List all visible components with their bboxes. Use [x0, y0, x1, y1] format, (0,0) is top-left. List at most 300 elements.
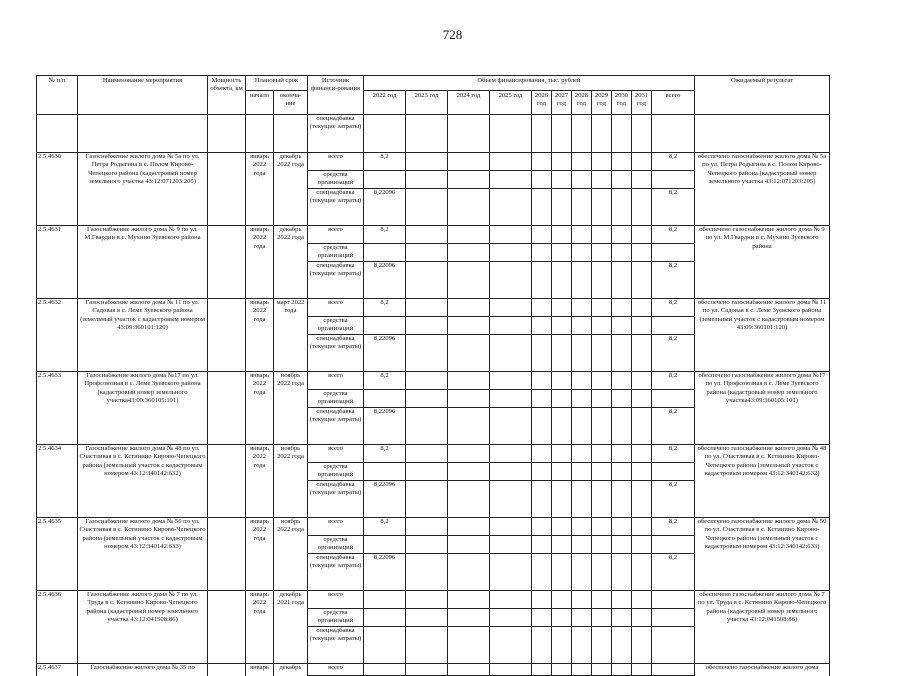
value-cell: 8,2 — [364, 372, 406, 390]
value-cell — [552, 171, 572, 189]
row-capacity — [208, 299, 246, 372]
source-cell: средства организаций — [308, 390, 364, 408]
row-number: 2.5.4637 — [37, 664, 78, 676]
value-cell — [490, 591, 532, 609]
value-cell — [552, 554, 572, 591]
value-cell: 8,2 — [364, 299, 406, 317]
sum-cell: 8,2 — [652, 226, 695, 244]
value-cell — [592, 372, 612, 390]
row-start: январь 2022 года — [246, 518, 274, 591]
value-cell — [448, 445, 490, 463]
value-cell — [406, 609, 448, 627]
sum-cell: 8,2 — [652, 372, 695, 390]
value-cell — [490, 262, 532, 299]
sum-cell — [652, 390, 695, 408]
header-year: 2024 год — [448, 91, 490, 115]
value-cell — [490, 463, 532, 481]
value-cell: 8,2 — [364, 153, 406, 171]
page-number: 728 — [442, 27, 463, 42]
value-cell — [532, 244, 552, 262]
value-cell — [612, 335, 632, 372]
value-cell — [552, 262, 572, 299]
header-start: начало — [246, 91, 274, 115]
value-cell — [552, 189, 572, 226]
row-name: Газоснабжение жилого дома № 7 по ул. Труда в с. Кстинино Кирово-Чепецкого района (кадастровый номер земельного участка 43:12:041508:86) — [78, 591, 208, 664]
value-cell — [490, 536, 532, 554]
value-cell — [406, 244, 448, 262]
value-cell — [572, 627, 592, 664]
value-cell — [592, 390, 612, 408]
row-number: 2.5.4632 — [37, 299, 78, 372]
header-period: Плановый срок — [246, 76, 308, 91]
source-cell: спецнадбавка (текущие затраты) — [308, 481, 364, 518]
value-cell — [552, 317, 572, 335]
row-end: декабрь 2022 года — [274, 153, 308, 226]
value-cell — [490, 335, 532, 372]
value-cell — [490, 609, 532, 627]
value-cell — [632, 554, 652, 591]
header-year: 2025 год — [490, 91, 532, 115]
table-row — [37, 591, 830, 609]
value-cell — [572, 372, 592, 390]
value-cell: 8,2 — [364, 226, 406, 244]
value-cell — [364, 390, 406, 408]
value-cell — [532, 372, 552, 390]
value-cell — [592, 481, 612, 518]
value-cell — [572, 189, 592, 226]
header-funding: Объем финансирования, тыс. рублей — [364, 76, 695, 91]
value-cell — [448, 262, 490, 299]
sum-cell: 8,2 — [652, 335, 695, 372]
value-cell — [406, 536, 448, 554]
row-number: 2.5.4636 — [37, 591, 78, 664]
value-cell — [490, 372, 532, 390]
value-cell — [552, 518, 572, 536]
value-cell — [552, 390, 572, 408]
header-year: 2030 год — [612, 91, 632, 115]
value-cell — [552, 408, 572, 445]
value-cell — [364, 536, 406, 554]
row-start: январь 2022 года — [246, 445, 274, 518]
value-cell — [532, 518, 552, 536]
value-cell — [532, 189, 552, 226]
value-cell — [572, 554, 592, 591]
value-cell — [632, 609, 652, 627]
value-cell — [406, 153, 448, 171]
source-cell: всего — [308, 445, 364, 463]
header-end: оконча-ние — [274, 91, 308, 115]
value-cell — [448, 408, 490, 445]
value-cell — [532, 554, 552, 591]
row-result: обеспечено газоснабжение жилого дома № 11 по ул. Садовая в с. Леме Зуевского района (земельный участок с кадастровым номером 43:09:360101:120) — [695, 299, 830, 372]
value-cell — [406, 299, 448, 317]
row-capacity — [208, 226, 246, 299]
value-cell — [532, 390, 552, 408]
value-cell — [572, 481, 592, 518]
source-cell: всего — [308, 226, 364, 244]
sum-cell: 8,2 — [652, 299, 695, 317]
value-cell — [632, 372, 652, 390]
source-cell: спецнадбавка (текущие затраты) — [308, 262, 364, 299]
row-result: обеспечено газоснабжение жилого дома № 48 по ул. Счастливая в с. Кстинино Кирово-Чепецкого района (земельный участок с кадастровым номером 43:12:340142:632) — [695, 445, 830, 518]
value-cell — [490, 153, 532, 171]
row-start: январь 2022 года — [246, 299, 274, 372]
table-row — [37, 445, 830, 463]
row-end: март 2022 года — [274, 299, 308, 372]
value-cell — [552, 627, 572, 664]
value-cell — [612, 317, 632, 335]
value-cell — [632, 189, 652, 226]
value-cell — [632, 481, 652, 518]
value-cell — [532, 481, 552, 518]
value-cell — [632, 664, 652, 676]
row-capacity — [208, 664, 246, 676]
source-cell: спецнадбавка (текущие затраты) — [308, 189, 364, 226]
table-body — [37, 115, 830, 676]
sum-cell: 8,2 — [652, 518, 695, 536]
value-cell — [552, 481, 572, 518]
value-cell — [612, 627, 632, 664]
sum-cell — [652, 627, 695, 664]
source-cell: спецнадбавка (текущие затраты) — [308, 115, 364, 153]
value-cell — [406, 317, 448, 335]
value-cell — [448, 664, 490, 676]
value-cell — [632, 299, 652, 317]
table-row — [37, 153, 830, 171]
value-cell — [532, 153, 552, 171]
row-result: обеспечено газоснабжение жилого дома № 5а по ул. Петра Родыгина в с. Полом Кирово-Чепецкого района (кадастровый номер земельного участка 43:12:071203:205) — [695, 153, 830, 226]
table-row — [37, 518, 830, 536]
sum-cell: 8,2 — [652, 408, 695, 445]
value-cell — [632, 445, 652, 463]
value-cell — [572, 518, 592, 536]
table-row — [37, 664, 830, 676]
value-cell — [592, 518, 612, 536]
value-cell — [448, 299, 490, 317]
value-cell — [406, 171, 448, 189]
value-cell — [532, 226, 552, 244]
value-cell — [572, 408, 592, 445]
value-cell — [406, 664, 448, 676]
value-cell — [612, 299, 632, 317]
value-cell — [632, 408, 652, 445]
value-cell — [572, 463, 592, 481]
header-capacity: Мощность объекта, км — [208, 76, 246, 115]
value-cell — [406, 262, 448, 299]
value-cell — [592, 262, 612, 299]
sum-cell — [652, 536, 695, 554]
value-cell — [364, 244, 406, 262]
value-cell — [552, 153, 572, 171]
sum-cell — [652, 609, 695, 627]
value-cell — [406, 518, 448, 536]
value-cell — [592, 244, 612, 262]
source-cell: средства организаций — [308, 463, 364, 481]
source-cell: средства организаций — [308, 171, 364, 189]
value-cell — [406, 408, 448, 445]
value-cell — [612, 262, 632, 299]
table-row — [37, 226, 830, 244]
value-cell — [592, 335, 612, 372]
source-cell: средства организаций — [308, 536, 364, 554]
source-cell: средства организаций — [308, 317, 364, 335]
header-year: 2028 год — [572, 91, 592, 115]
value-cell: 8,22096 — [364, 335, 406, 372]
value-cell — [612, 518, 632, 536]
header-total: всего — [652, 91, 695, 115]
sum-cell — [652, 317, 695, 335]
value-cell — [532, 536, 552, 554]
header-year: 2031 год — [632, 91, 652, 115]
value-cell — [406, 226, 448, 244]
sum-cell — [652, 244, 695, 262]
value-cell — [572, 445, 592, 463]
value-cell — [612, 390, 632, 408]
row-capacity — [208, 518, 246, 591]
source-cell: спецнадбавка (текущие затраты) — [308, 335, 364, 372]
row-number: 2.5.4634 — [37, 445, 78, 518]
sum-cell: 8,2 — [652, 554, 695, 591]
value-cell — [632, 591, 652, 609]
value-cell — [572, 536, 592, 554]
value-cell — [612, 171, 632, 189]
source-cell: спецнадбавка (текущие затраты) — [308, 554, 364, 591]
value-cell — [406, 554, 448, 591]
value-cell — [612, 463, 632, 481]
row-capacity — [208, 372, 246, 445]
value-cell — [612, 408, 632, 445]
value-cell — [592, 609, 612, 627]
value-cell — [490, 226, 532, 244]
row-capacity — [208, 445, 246, 518]
value-cell — [406, 463, 448, 481]
value-cell — [632, 463, 652, 481]
source-cell: всего — [308, 591, 364, 609]
value-cell — [364, 171, 406, 189]
value-cell — [592, 317, 612, 335]
value-cell — [572, 153, 592, 171]
value-cell — [552, 609, 572, 627]
value-cell — [572, 591, 592, 609]
value-cell — [532, 591, 552, 609]
value-cell — [552, 445, 572, 463]
value-cell — [572, 226, 592, 244]
value-cell — [632, 244, 652, 262]
row-result: обеспечено газоснабжение жилого дома №17 по ул. Профсоюзная в с. Леме Зуевского района (кадастровый номер земельного участка43:09:360105:101) — [695, 372, 830, 445]
value-cell — [490, 554, 532, 591]
value-cell — [490, 518, 532, 536]
value-cell — [612, 226, 632, 244]
value-cell — [632, 335, 652, 372]
value-cell — [612, 244, 632, 262]
value-cell — [592, 189, 612, 226]
value-cell — [592, 536, 612, 554]
value-cell — [448, 591, 490, 609]
value-cell — [406, 445, 448, 463]
value-cell — [632, 153, 652, 171]
value-cell — [612, 153, 632, 171]
row-end: декабрь 2022 года — [274, 226, 308, 299]
value-cell — [632, 518, 652, 536]
value-cell — [572, 244, 592, 262]
value-cell — [552, 335, 572, 372]
value-cell — [490, 408, 532, 445]
value-cell: 8,22096 — [364, 189, 406, 226]
value-cell — [632, 536, 652, 554]
value-cell — [364, 609, 406, 627]
row-result: обеспечено газоснабжение жилого дома № 50 по ул. Счастливая в с. Кстинино Кирово-Чепецкого района (земельный участок с кадастровым номером 43:12:340142:633) — [695, 518, 830, 591]
value-cell — [592, 445, 612, 463]
value-cell — [364, 627, 406, 664]
value-cell — [406, 372, 448, 390]
value-cell — [448, 226, 490, 244]
table-row — [37, 115, 830, 153]
source-cell: спецнадбавка (текущие затраты) — [308, 408, 364, 445]
header-year: 2026 год — [532, 91, 552, 115]
value-cell — [552, 299, 572, 317]
value-cell — [552, 591, 572, 609]
row-name: Газоснабжение жилого дома № 35 по — [78, 664, 208, 676]
row-number: 2.5.4633 — [37, 372, 78, 445]
value-cell — [532, 171, 552, 189]
header-source: Источник финанси-рования — [308, 76, 364, 115]
row-start: январь 2022 года — [246, 226, 274, 299]
row-name: Газоснабжение жилого дома № 9 по ул. М.Гвардии в с. Мухино Зуевского района — [78, 226, 208, 299]
value-cell — [406, 390, 448, 408]
value-cell — [448, 153, 490, 171]
sum-cell: 8,2 — [652, 445, 695, 463]
value-cell: 8,22096 — [364, 554, 406, 591]
row-end: декабрь — [274, 664, 308, 676]
row-capacity — [208, 591, 246, 664]
value-cell — [532, 299, 552, 317]
header-year: 2027 год — [552, 91, 572, 115]
value-cell — [448, 317, 490, 335]
value-cell — [592, 408, 612, 445]
header-year: 2023 год — [406, 91, 448, 115]
row-end: ноябрь 2022 года — [274, 518, 308, 591]
value-cell — [632, 226, 652, 244]
value-cell — [448, 390, 490, 408]
value-cell — [490, 299, 532, 317]
value-cell: 8,22096 — [364, 408, 406, 445]
value-cell — [406, 591, 448, 609]
source-cell: средства организаций — [308, 244, 364, 262]
value-cell — [632, 317, 652, 335]
row-name: Газоснабжение жилого дома № 5а по ул. Петра Родыгина в с. Полом Кирово-Чепецкого района (кадастровый номер земельного участка 43:12:071203:205) — [78, 153, 208, 226]
value-cell — [448, 518, 490, 536]
value-cell — [632, 262, 652, 299]
value-cell — [572, 317, 592, 335]
value-cell — [532, 627, 552, 664]
sum-cell — [652, 463, 695, 481]
source-cell: всего — [308, 372, 364, 390]
value-cell — [448, 627, 490, 664]
value-cell — [448, 609, 490, 627]
row-result: обеспечено газоснабжение жилого дома — [695, 664, 830, 676]
row-result: обеспечено газоснабжение жилого дома № 9 по ул. М.Гвардии в с. Мухино Зуевского района — [695, 226, 830, 299]
header-num: № п/п — [37, 76, 78, 115]
value-cell — [532, 609, 552, 627]
value-cell — [490, 481, 532, 518]
value-cell — [592, 591, 612, 609]
row-name: Газоснабжение жилого дома № 48 по ул. Счастливая в с. Кстинино Кирово-Чепецкого района (земельный участок с кадастровым номером 43:12:340142:632) — [78, 445, 208, 518]
value-cell — [612, 536, 632, 554]
header-result: Ожидаемый результат — [695, 76, 830, 115]
value-cell — [364, 463, 406, 481]
value-cell — [406, 335, 448, 372]
row-start: январь 2022 года — [246, 153, 274, 226]
value-cell — [448, 244, 490, 262]
sum-cell: 8,2 — [652, 189, 695, 226]
sum-cell: 8,2 — [652, 153, 695, 171]
value-cell — [592, 463, 612, 481]
value-cell — [448, 189, 490, 226]
value-cell — [490, 627, 532, 664]
value-cell — [406, 189, 448, 226]
source-cell: всего — [308, 518, 364, 536]
row-name: Газоснабжение жилого дома №17 по ул. Профсоюзная в с. Леме Зуевского района (кадастровый номер земельного участка43:09:360105:101) — [78, 372, 208, 445]
value-cell — [552, 244, 572, 262]
value-cell — [364, 664, 406, 676]
value-cell — [632, 171, 652, 189]
value-cell — [612, 481, 632, 518]
value-cell — [572, 664, 592, 676]
value-cell — [592, 664, 612, 676]
source-cell: всего — [308, 153, 364, 171]
sum-cell — [652, 591, 695, 609]
value-cell — [448, 536, 490, 554]
header-name: Наименование мероприятия — [78, 76, 208, 115]
value-cell — [552, 226, 572, 244]
value-cell — [572, 390, 592, 408]
value-cell — [490, 317, 532, 335]
value-cell — [364, 317, 406, 335]
value-cell — [490, 445, 532, 463]
value-cell — [592, 299, 612, 317]
row-number: 2.5.4631 — [37, 226, 78, 299]
source-cell: средства организаций — [308, 609, 364, 627]
value-cell — [592, 627, 612, 664]
value-cell — [552, 536, 572, 554]
value-cell — [532, 317, 552, 335]
value-cell — [448, 554, 490, 591]
value-cell — [612, 189, 632, 226]
header-year: 2029 год — [592, 91, 612, 115]
value-cell — [406, 481, 448, 518]
value-cell — [612, 554, 632, 591]
value-cell — [364, 591, 406, 609]
value-cell — [448, 171, 490, 189]
value-cell — [612, 591, 632, 609]
value-cell: 8,2 — [364, 445, 406, 463]
row-name: Газоснабжение жилого дома № 11 по ул. Садовая в с. Леме Зуевского района (земельный участок с кадастровым номером 43:09:360101:120) — [78, 299, 208, 372]
value-cell — [632, 390, 652, 408]
value-cell — [592, 226, 612, 244]
value-cell — [612, 664, 632, 676]
value-cell — [612, 445, 632, 463]
value-cell — [552, 372, 572, 390]
row-start: январь 2022 года — [246, 372, 274, 445]
sum-cell: 8,2 — [652, 262, 695, 299]
value-cell: 8,22096 — [364, 481, 406, 518]
value-cell — [532, 463, 552, 481]
value-cell — [572, 262, 592, 299]
value-cell — [572, 171, 592, 189]
value-cell — [490, 390, 532, 408]
row-end: ноябрь 2022 года — [274, 372, 308, 445]
value-cell — [448, 335, 490, 372]
